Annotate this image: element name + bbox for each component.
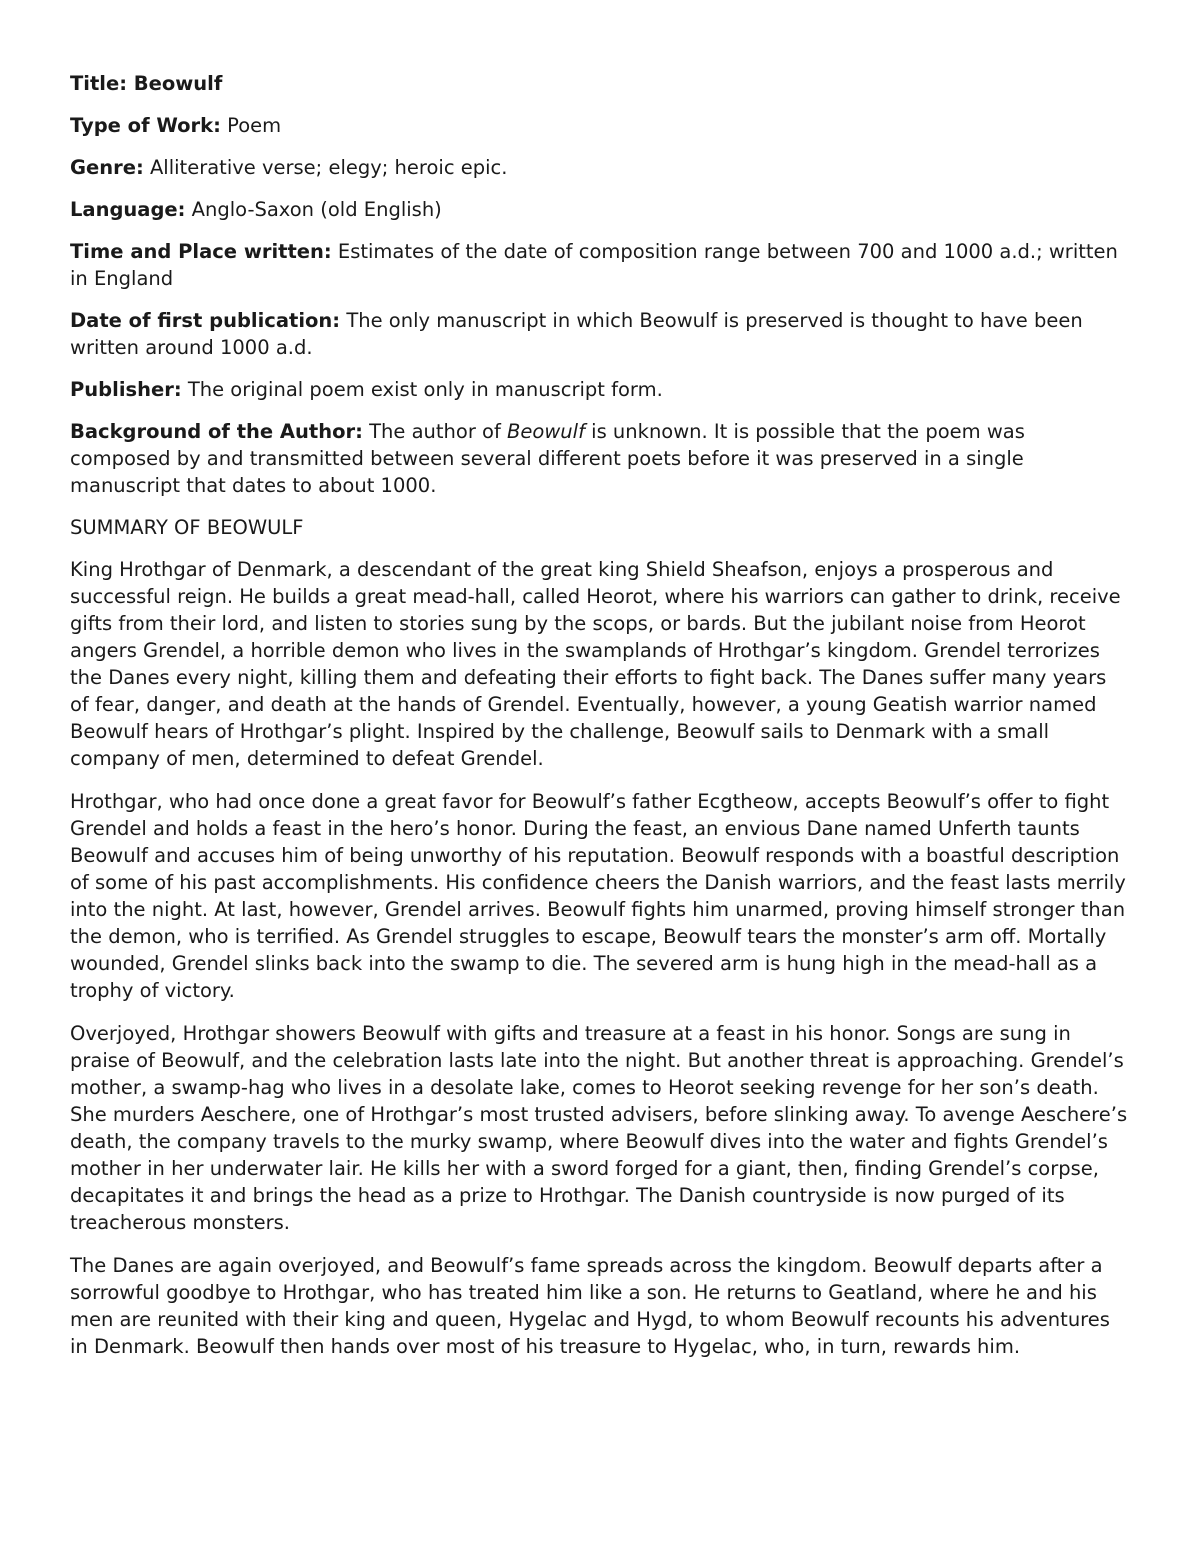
field-date-of-publication [70, 307, 1130, 361]
field-label: Background of the Author: [70, 420, 363, 443]
field-value: Poem [227, 114, 282, 137]
field-value: Alliterative verse; elegy; heroic epic. [149, 156, 508, 179]
title-label: Title: Beowulf [70, 72, 223, 95]
field-value-part: The author of [369, 420, 508, 443]
field-genre [70, 154, 1130, 181]
summary-heading: SUMMARY OF BEOWULF [70, 516, 304, 539]
field-label: Genre: [70, 156, 144, 179]
title-line [70, 70, 1130, 97]
field-value: The only manuscript in which Beowulf is preserved is thought to have been written around 1000 a.d. [70, 309, 1083, 359]
field-value: Estimates of the date of composition range between 700 and 1000 a.d.; written in England [70, 240, 1118, 290]
field-value: The original poem exist only in manuscript form. [187, 378, 663, 401]
field-background-of-author [70, 418, 1130, 499]
field-publisher [70, 376, 1130, 403]
field-language [70, 196, 1130, 223]
summary-paragraph: Overjoyed, Hrothgar showers Beowulf with gifts and treasure at a feast in his honor. Songs are sung in praise of Beowulf, and the celebration lasts late into the night. But another threat is approaching. Grendel’s mother, a swamp-hag who lives in a desolate lake, comes to Heorot seeking revenge for her son’s death. She murders Aeschere, one of Hrothgar’s most trusted advisers, before slinking away. To avenge Aeschere’s death, the company travels to the murky swamp, where Beowulf dives into the water and fights Grendel’s mother in her underwater lair. He kills her with a sword forged for a giant, then, finding Grendel’s corpse, decapitates it and brings the head as a prize to Hrothgar. The Danish countryside is now purged of its treacherous monsters. [70, 1022, 1128, 1234]
field-time-and-place [70, 238, 1130, 292]
field-label: Type of Work: [70, 114, 221, 137]
work-title-italic: Beowulf [507, 420, 585, 443]
field-type-of-work [70, 112, 1130, 139]
summary-paragraph: King Hrothgar of Denmark, a descendant of the great king Shield Sheafson, enjoys a prosperous and successful reign. He builds a great mead-hall, called Heorot, where his warriors can gather to drink, receive gifts from their lord, and listen to stories sung by the scops, or bards. But the jubilant noise from Heorot angers Grendel, a horrible demon who lives in the swamplands of Hrothgar’s kingdom. Grendel terrorizes the Danes every night, killing them and defeating their efforts to fight back. The Danes suffer many years of fear, danger, and death at the hands of Grendel. Eventually, however, a young Geatish warrior named Beowulf hears of Hrothgar’s plight. Inspired by the challenge, Beowulf sails to Denmark with a small company of men, determined to defeat Grendel. [70, 558, 1121, 770]
field-value-part: is unknown. It is possible that the poem was composed by and transmitted between several different poets before it was preserved in a single manuscript that dates to about 1000. [70, 420, 1025, 497]
summary-paragraph: Hrothgar, who had once done a great favor for Beowulf’s father Ecgtheow, accepts Beowulf’s offer to fight Grendel and holds a feast in the hero’s honor. During the feast, an envious Dane named Unferth taunts Beowulf and accuses him of being unworthy of his reputation. Beowulf responds with a boastful description of some of his past accomplishments. His confidence cheers the Danish warriors, and the feast lasts merrily into the night. At last, however, Grendel arrives. Beowulf fights him unarmed, proving himself stronger than the demon, who is terrified. As Grendel struggles to escape, Beowulf tears the monster’s arm off. Mortally wounded, Grendel slinks back into the swamp to die. The severed arm is hung high in the mead-hall as a trophy of victory. [70, 790, 1126, 1002]
summary-paragraph: The Danes are again overjoyed, and Beowulf’s fame spreads across the kingdom. Beowulf departs after a sorrowful goodbye to Hrothgar, who has treated him like a son. He returns to Geatland, where he and his men are reunited with their king and queen, Hygelac and Hygd, to whom Beowulf recounts his adventures in Denmark. Beowulf then hands over most of his treasure to Hygelac, who, in turn, rewards him. [70, 1254, 1110, 1358]
field-label: Publisher: [70, 378, 182, 401]
field-label: Time and Place written: [70, 240, 332, 263]
field-label: Language: [70, 198, 186, 221]
field-label: Date of first publication: [70, 309, 341, 332]
field-value: Anglo-Saxon (old English) [191, 198, 442, 221]
